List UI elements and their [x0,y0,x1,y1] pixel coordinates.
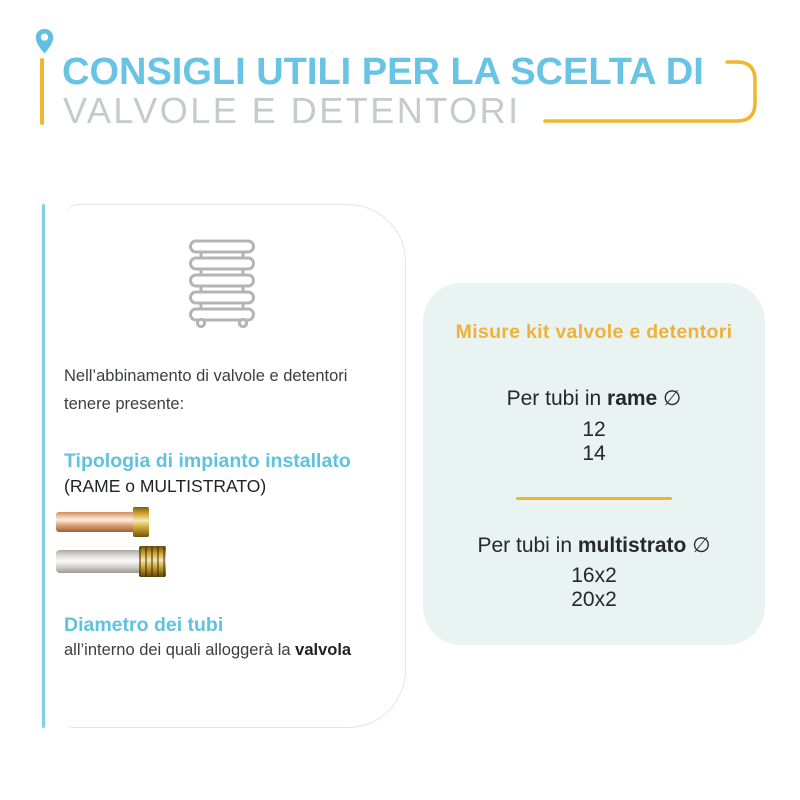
card-divider [516,497,672,500]
multistrato-size-item: 16x2 [571,564,617,587]
intro-line-1: Nell’abbinamento di valvole e detentori [64,367,348,385]
multistrato-label-bold: multistrato [577,534,687,557]
section-sub-diametro [64,641,351,660]
intro-text [64,362,347,418]
multistrato-label [423,533,765,558]
measures-card [423,283,765,645]
page-subtitle: VALVOLE E DETENTORI [63,90,521,131]
rame-size-item: 12 [582,418,606,441]
radiator-icon [189,239,255,328]
diametro-text: all’interno dei quali alloggerà la [64,641,296,659]
multistrato-sizes [423,564,765,612]
multistrato-size-item: 20x2 [571,588,617,611]
multilayer-pipe-fitting [139,546,166,577]
rame-label-bold: rame [607,387,658,410]
rame-sizes [423,418,765,466]
section-title-tipologia: Tipologia di impianto installato [64,450,351,472]
copper-pipe-image [56,512,135,532]
section-sub-materials: (RAME o MULTISTRATO) [64,476,267,496]
intro-line-2: tenere presente: [64,395,185,413]
rame-size-item: 14 [582,442,606,465]
map-pin-icon [35,28,54,55]
diameter-symbol: ∅ [686,534,711,557]
measures-card-title: Misure kit valvole e detentori [455,321,733,343]
copper-pipe-fitting [133,507,149,537]
multilayer-pipe-image [56,550,141,573]
title-accent-stem [40,58,44,125]
diameter-symbol: ∅ [657,387,682,410]
diametro-text-bold: valvola [295,641,352,659]
copper-pipe-thread [149,512,166,533]
rame-label [423,386,765,411]
card-accent-line [42,204,45,728]
multistrato-label-prefix: Per tubi in [477,534,578,557]
page-title: CONSIGLI UTILI PER LA SCELTA DI [62,51,704,93]
rame-label-prefix: Per tubi in [506,387,608,410]
section-title-diametro: Diametro dei tubi [64,614,224,636]
title-bracket-decoration [540,55,760,127]
